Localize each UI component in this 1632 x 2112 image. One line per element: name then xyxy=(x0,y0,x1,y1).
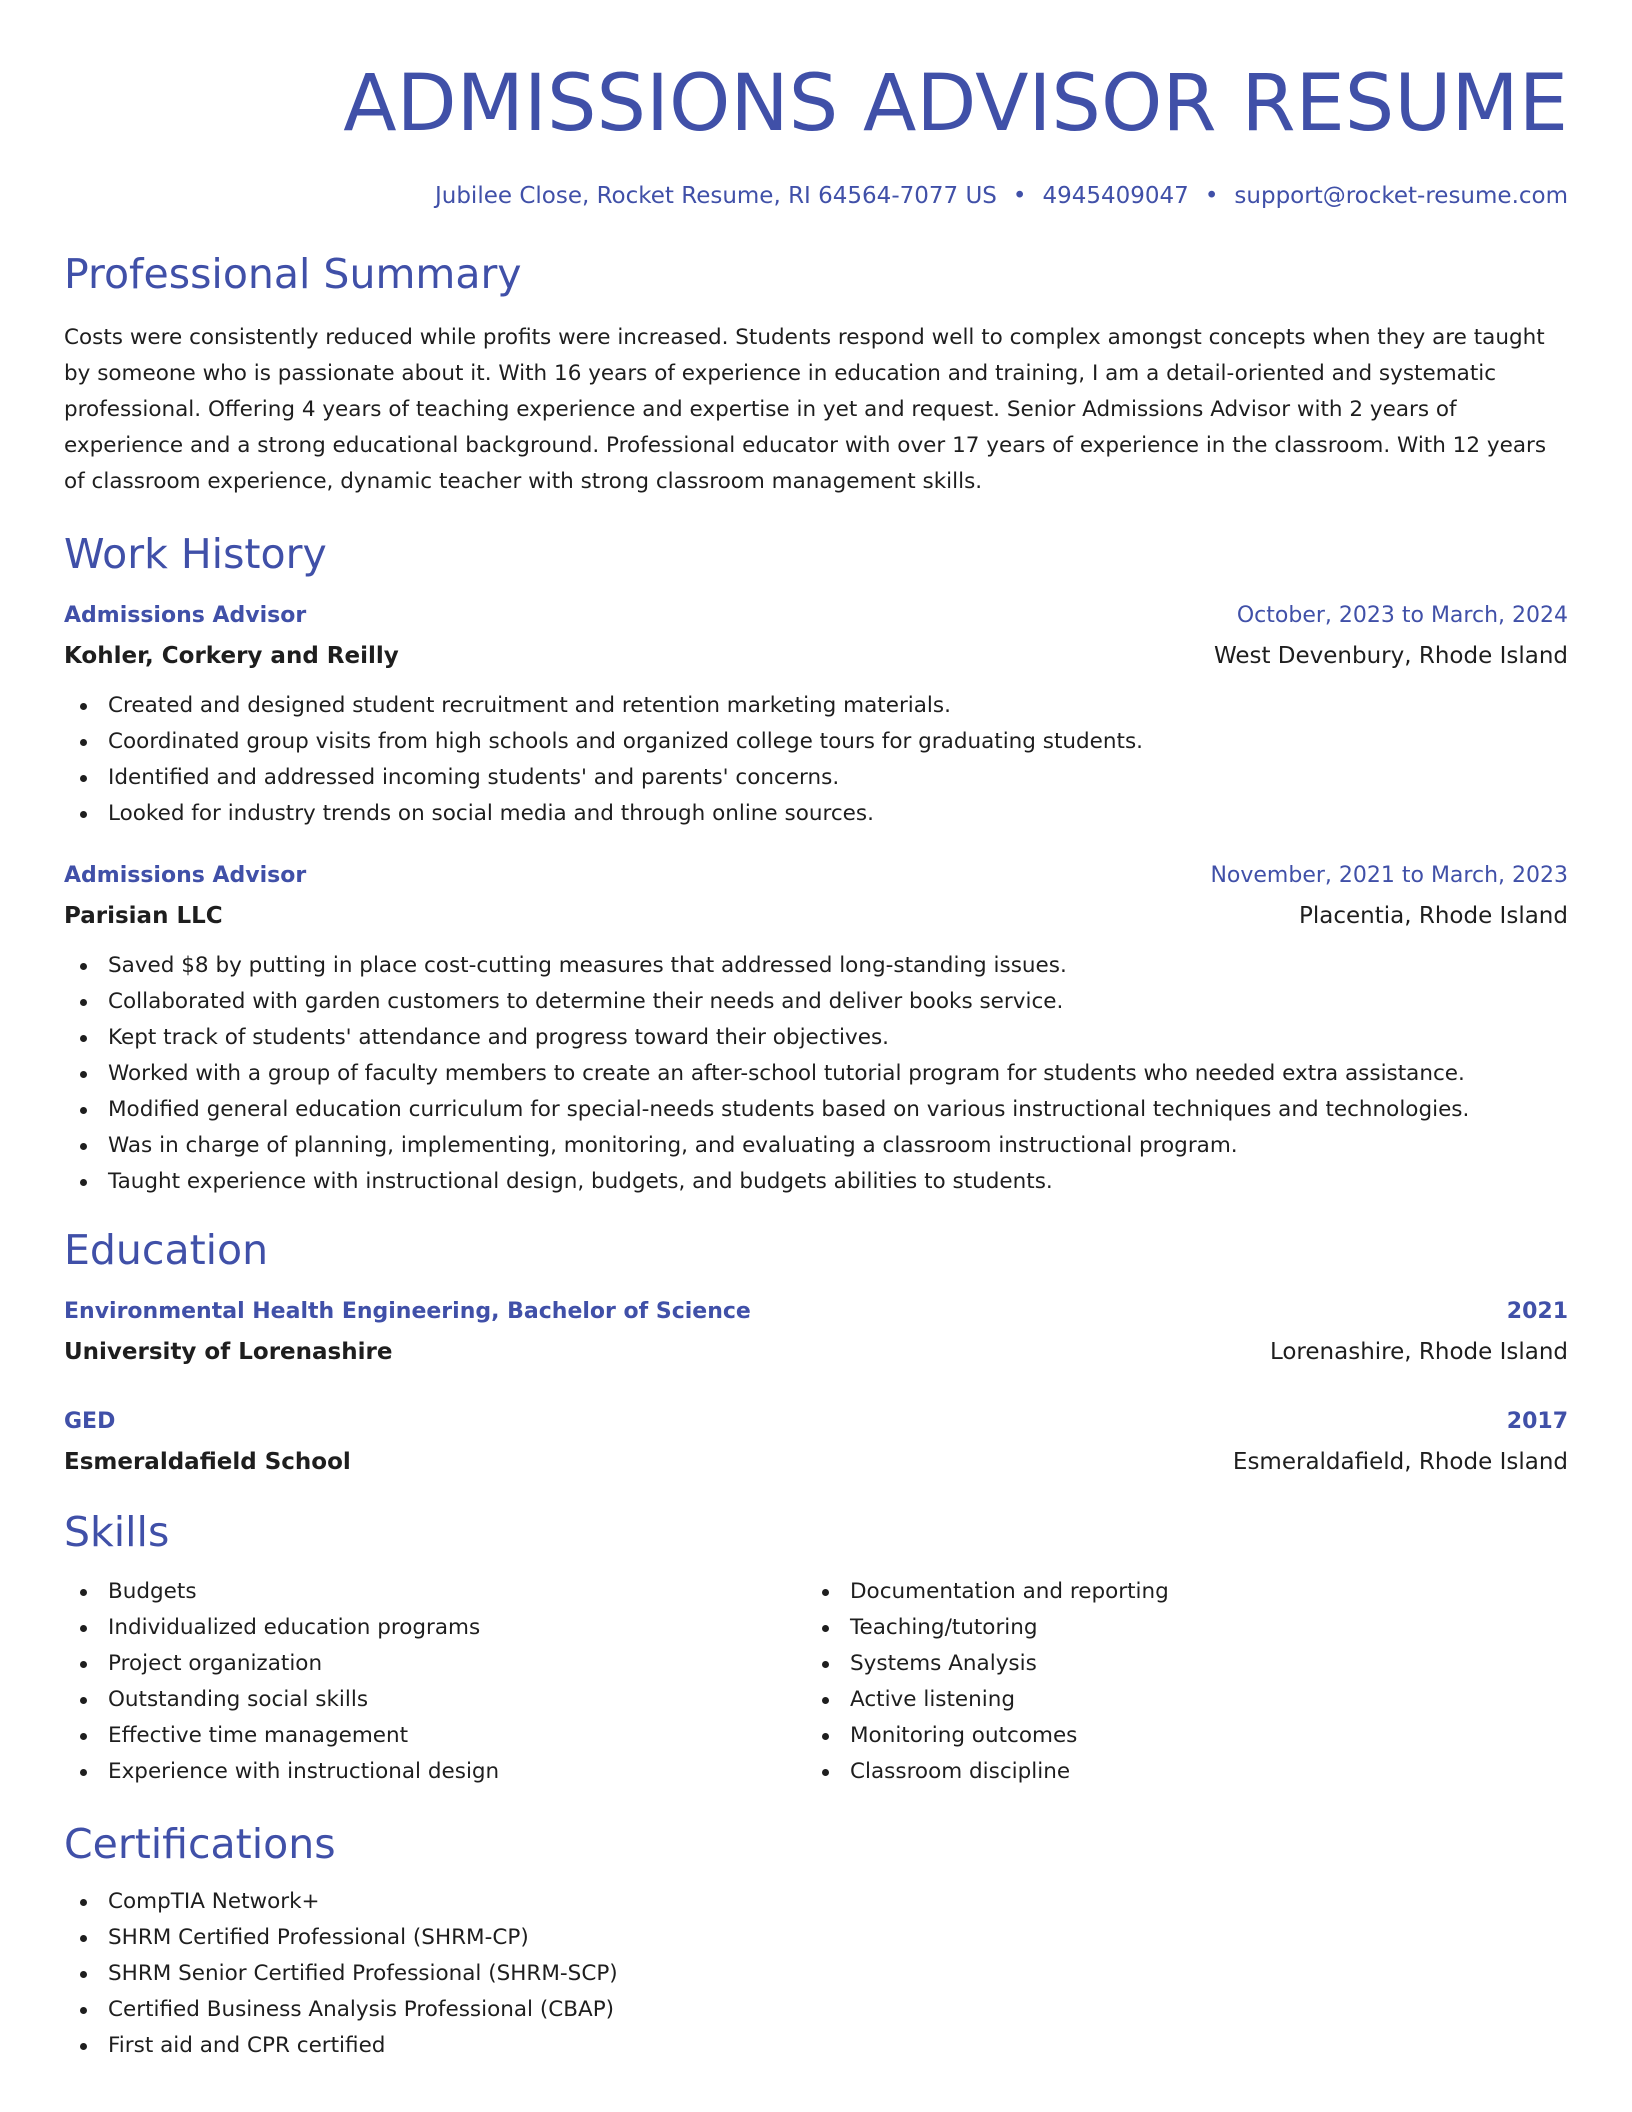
certifications-heading: Certifications xyxy=(64,1820,336,1868)
skill-item: Individualized education programs xyxy=(108,1610,806,1646)
certification-item: Certified Business Analysis Professional (CBAP) xyxy=(108,1992,1568,2028)
education-school: Esmeraldafield School xyxy=(64,1449,351,1475)
job-dates: October, 2023 to March, 2024 xyxy=(1236,603,1568,628)
education-degree: Environmental Health Engineering, Bachelor of Science xyxy=(64,1299,751,1324)
skill-item: Teaching/tutoring xyxy=(850,1610,1568,1646)
certifications-list xyxy=(64,1884,1568,2064)
education-location: Esmeraldafield, Rhode Island xyxy=(1232,1449,1568,1475)
skill-item: Budgets xyxy=(108,1574,806,1610)
resume-name: ADMISSIONS ADVISOR RESUME xyxy=(343,59,1568,149)
job-bullet: Created and designed student recruitment and retention marketing materials. xyxy=(108,688,1568,724)
contact-phone: 4945409047 xyxy=(1042,183,1189,209)
summary-heading: Professional Summary xyxy=(64,250,522,298)
job-bullet: Identified and addressed incoming students' and parents' concerns. xyxy=(108,760,1568,796)
skill-item: Project organization xyxy=(108,1646,806,1682)
job-location: Placentia, Rhode Island xyxy=(1299,903,1568,929)
skills-columns xyxy=(64,1574,1568,1790)
job-bullet: Looked for industry trends on social media and through online sources. xyxy=(108,796,1568,832)
education-year: 2017 xyxy=(1506,1409,1568,1434)
job-dates: November, 2021 to March, 2023 xyxy=(1210,863,1568,888)
job-bullet: Collaborated with garden customers to determine their needs and deliver books service. xyxy=(108,984,1568,1020)
work-history-heading: Work History xyxy=(64,530,327,578)
skill-item: Active listening xyxy=(850,1682,1568,1718)
skill-item: Outstanding social skills xyxy=(108,1682,806,1718)
job-bullets xyxy=(64,948,1568,1200)
job-bullet: Kept track of students' attendance and progress toward their objectives. xyxy=(108,1020,1568,1056)
skill-item: Systems Analysis xyxy=(850,1646,1568,1682)
contact-address: Jubilee Close, Rocket Resume, RI 64564-7077 US xyxy=(434,183,997,209)
education-location: Lorenashire, Rhode Island xyxy=(1269,1339,1568,1365)
certification-item: First aid and CPR certified xyxy=(108,2028,1568,2064)
job-bullets xyxy=(64,688,1568,832)
job-company: Kohler, Corkery and Reilly xyxy=(64,643,399,669)
certification-item: SHRM Senior Certified Professional (SHRM-SCP) xyxy=(108,1956,1568,1992)
skill-item: Documentation and reporting xyxy=(850,1574,1568,1610)
education-entry xyxy=(64,1292,1568,1372)
contact-separator: • xyxy=(1012,183,1027,209)
education-year: 2021 xyxy=(1506,1299,1568,1324)
education-entry xyxy=(64,1402,1568,1482)
job-bullet: Worked with a group of faculty members to create an after-school tutorial program for students who needed extra assistance. xyxy=(108,1056,1568,1092)
contact-line xyxy=(64,178,1568,214)
education-school: University of Lorenashire xyxy=(64,1339,393,1365)
skills-heading: Skills xyxy=(64,1508,170,1556)
skill-item: Classroom discipline xyxy=(850,1754,1568,1790)
job-role: Admissions Advisor xyxy=(64,863,307,888)
job-bullet: Saved $8 by putting in place cost-cutting measures that addressed long-standing issues. xyxy=(108,948,1568,984)
job-bullet: Was in charge of planning, implementing, monitoring, and evaluating a classroom instructional program. xyxy=(108,1128,1568,1164)
resume-header xyxy=(64,52,1568,214)
skill-item: Experience with instructional design xyxy=(108,1754,806,1790)
job-bullet: Modified general education curriculum for special-needs students based on various instructional techniques and technologies. xyxy=(108,1092,1568,1128)
job-bullet: Taught experience with instructional design, budgets, and budgets abilities to students. xyxy=(108,1164,1568,1200)
certification-item: SHRM Certified Professional (SHRM-CP) xyxy=(108,1920,1568,1956)
skill-item: Effective time management xyxy=(108,1718,806,1754)
job-location: West Devenbury, Rhode Island xyxy=(1213,643,1568,669)
resume-page xyxy=(64,0,1568,2064)
job-role: Admissions Advisor xyxy=(64,603,307,628)
skills-list-right xyxy=(806,1574,1568,1790)
education-heading: Education xyxy=(64,1226,269,1274)
job-company: Parisian LLC xyxy=(64,903,223,929)
skills-list-left xyxy=(64,1574,806,1790)
job-entry xyxy=(64,856,1568,1200)
skill-item: Monitoring outcomes xyxy=(850,1718,1568,1754)
summary-text: Costs were consistently reduced while profits were increased. Students respond well to complex amongst concepts when they are taught by someone who is passionate about it. With 16 years of experience in education and training, I am a detail-oriented and systematic professional. Offering 4 years of teaching experience and expertise in yet and request. Senior Admissions Advisor with 2 years of experience and a strong educational background. Professional educator with over 17 years of experience in the classroom. With 12 years of classroom experience, dynamic teacher with strong classroom management skills. xyxy=(64,325,1547,494)
job-entry xyxy=(64,596,1568,832)
contact-email: support@rocket-resume.com xyxy=(1234,183,1568,209)
job-bullet: Coordinated group visits from high schools and organized college tours for graduating students. xyxy=(108,724,1568,760)
certification-item: CompTIA Network+ xyxy=(108,1884,1568,1920)
education-degree: GED xyxy=(64,1409,116,1434)
contact-separator: • xyxy=(1204,183,1219,209)
